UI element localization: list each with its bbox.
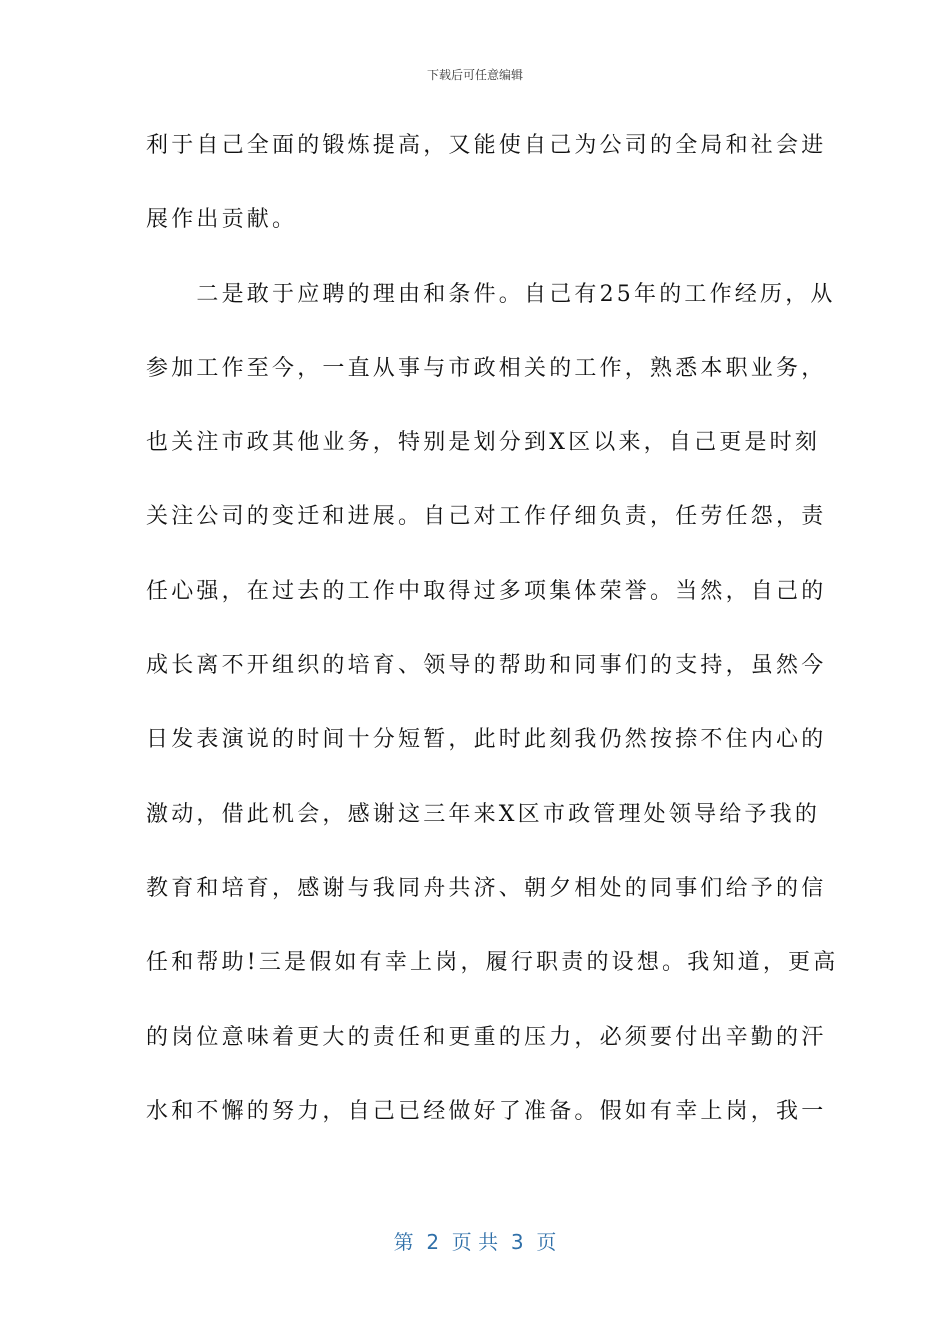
body-text	[146, 126, 839, 1166]
text-line: 的岗位意味着更大的责任和更重的压力，必须要付出辛勤的汗	[146, 1024, 827, 1050]
text-line: 水和不懈的努力，自己已经做好了准备。假如有幸上岗，我一	[146, 1098, 827, 1124]
text-line: 任和帮助!三是假如有幸上岗，履行职责的设想。我知道，更高	[146, 950, 839, 976]
text-line: 成长离不开组织的培育、领导的帮助和同事们的支持，虽然今	[146, 653, 827, 679]
text-line: 展作出贡献。	[146, 207, 298, 233]
text-line: 激动，借此机会，感谢这三年来X区市政管理处领导给予我的	[146, 801, 821, 827]
text-line: 关注公司的变迁和进展。自己对工作仔细负责，任劳任怨，责	[146, 504, 827, 530]
text-line: 利于自己全面的锻炼提高，又能使自己为公司的全局和社会进	[146, 133, 827, 158]
header-note: 下载后可任意编辑	[426, 68, 523, 82]
text-line: 任心强，在过去的工作中取得过多项集体荣誉。当然，自己的	[146, 578, 827, 604]
text-line: 日发表演说的时间十分短暂，此时此刻我仍然按捺不住内心的	[146, 727, 827, 753]
text-line: 教育和培育，感谢与我同舟共济、朝夕相处的同事们给予的信	[146, 875, 827, 901]
text-line: 二是敢于应聘的理由和条件。自己有25年的工作经历，从	[146, 281, 836, 307]
text-line: 参加工作至今，一直从事与市政相关的工作，熟悉本职业务，	[146, 355, 827, 381]
text-line: 也关注市政其他业务，特别是划分到X区以来，自己更是时刻	[146, 430, 821, 456]
page-number: 第 2 页 共 3 页	[393, 1230, 557, 1254]
